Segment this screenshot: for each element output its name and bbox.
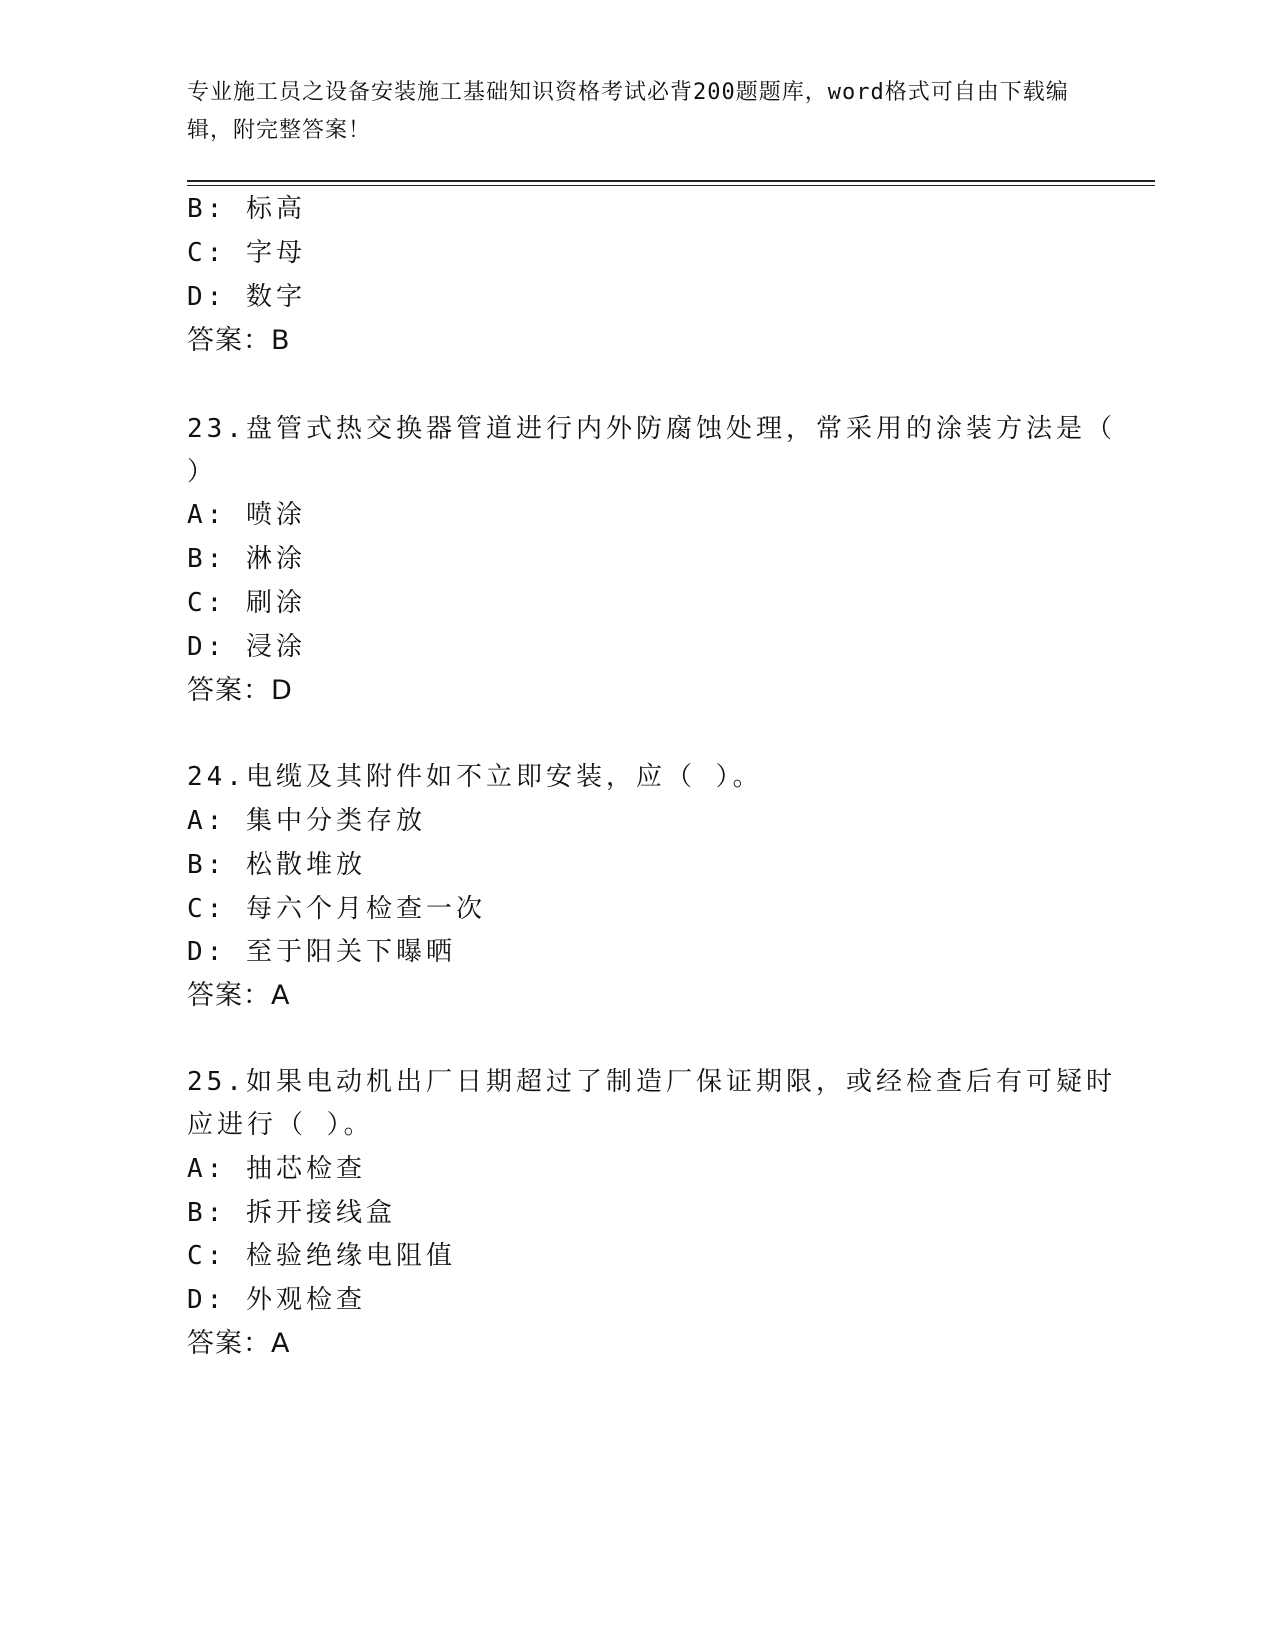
q22-answer: 答案：B bbox=[187, 325, 291, 356]
q25-stem-line2: 应进行（ ）。 bbox=[187, 1110, 374, 1140]
q24-option-c: C: 每六个月检查一次 bbox=[187, 894, 486, 924]
q24-option-a: A: 集中分类存放 bbox=[187, 806, 426, 836]
page-header-title: 专业施工员之设备安装施工基础知识资格考试必背200题题库，word格式可自由下载编辑，附完整答案！ bbox=[187, 80, 1069, 143]
q24-stem-line1: 24.电缆及其附件如不立即安装，应（ ）。 bbox=[187, 762, 763, 792]
q22-option-d: D: 数字 bbox=[187, 282, 306, 312]
q23-option-d: D: 浸涂 bbox=[187, 632, 306, 662]
header-rule-thick bbox=[187, 180, 1155, 182]
q24-option-d: D: 至于阳关下曝晒 bbox=[187, 937, 456, 967]
q25-option-b: B: 拆开接线盒 bbox=[187, 1198, 396, 1228]
q24-option-b: B: 松散堆放 bbox=[187, 850, 366, 880]
q25-answer: 答案：A bbox=[187, 1328, 291, 1359]
q24-answer: 答案：A bbox=[187, 980, 291, 1011]
q25-option-d: D: 外观检查 bbox=[187, 1285, 366, 1315]
q25-option-c: C: 检验绝缘电阻值 bbox=[187, 1241, 456, 1271]
q23-option-a: A: 喷涂 bbox=[187, 500, 306, 530]
q25-stem-line1: 25.如果电动机出厂日期超过了制造厂保证期限，或经检查后有可疑时 bbox=[187, 1067, 1116, 1097]
q23-stem-line1: 23.盘管式热交换器管道进行内外防腐蚀处理，常采用的涂装方法是（ bbox=[187, 414, 1116, 444]
q25-option-a: A: 抽芯检查 bbox=[187, 1154, 366, 1184]
header-rule-thin bbox=[187, 185, 1155, 186]
q22-option-c: C: 字母 bbox=[187, 238, 306, 268]
q23-option-c: C: 刷涂 bbox=[187, 588, 306, 618]
q23-stem-line2: ） bbox=[187, 457, 218, 487]
q22-option-b: B: 标高 bbox=[187, 194, 306, 224]
q23-option-b: B: 淋涂 bbox=[187, 544, 306, 574]
q23-answer: 答案：D bbox=[187, 675, 293, 706]
